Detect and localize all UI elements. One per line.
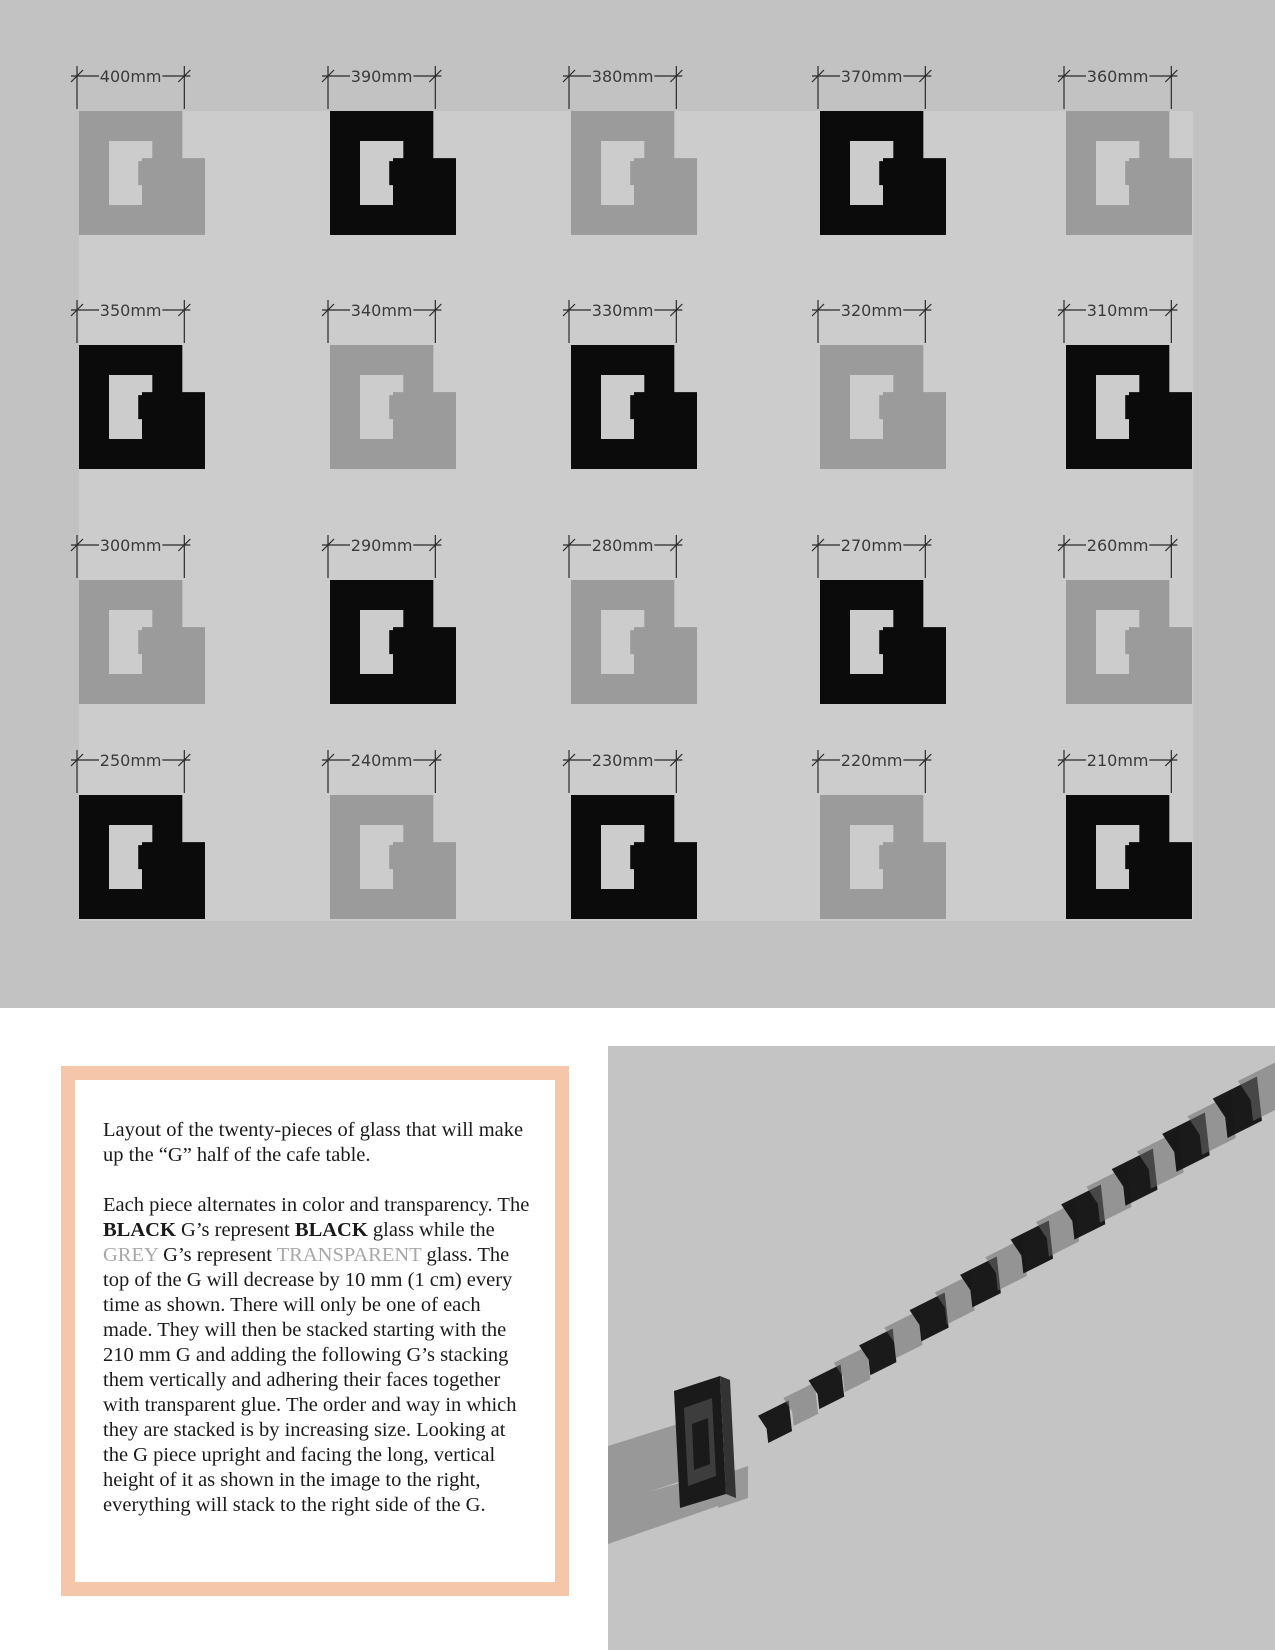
g-hook (630, 161, 668, 185)
dimension-label: 240mm (350, 751, 413, 770)
g-hook (879, 630, 917, 654)
dimension-label: 230mm (591, 751, 654, 770)
details-text-a: Each piece alternates in color and transparency. The (103, 1194, 530, 1216)
g-hook (630, 845, 668, 869)
dimension-label: 290mm (350, 536, 413, 555)
g-hook (138, 395, 176, 419)
dimension-label: 210mm (1086, 751, 1149, 770)
description-details (103, 1193, 535, 1518)
g-hook (879, 395, 917, 419)
details-text-c: glass while the (367, 1219, 495, 1241)
dimension-label: 310mm (1086, 301, 1149, 320)
dimension-label: 330mm (591, 301, 654, 320)
dimension-label: 270mm (840, 536, 903, 555)
g-hook (630, 395, 668, 419)
black-keyword: BLACK (103, 1219, 176, 1241)
dimension-label: 280mm (591, 536, 654, 555)
g-hook (138, 845, 176, 869)
g-hook (138, 630, 176, 654)
dimension-label: 250mm (99, 751, 162, 770)
g-hook (389, 395, 427, 419)
g-hook (630, 630, 668, 654)
g-hook (1125, 161, 1163, 185)
g-hook (389, 630, 427, 654)
dimension-label: 300mm (99, 536, 162, 555)
stacked-g-piece (758, 1401, 792, 1444)
stacked-g-render (608, 1046, 1275, 1650)
dimension-label: 350mm (99, 301, 162, 320)
g-hook (389, 161, 427, 185)
g-hook (1125, 395, 1163, 419)
g-hook (879, 161, 917, 185)
g-hook (389, 845, 427, 869)
dimension-label: 370mm (840, 67, 903, 86)
stacked-base-block (674, 1376, 736, 1508)
details-text-e: glass. The top of the G will decrease by 10 mm (1 cm) every time as shown. There will only be one of each made. They will then be stacked starting with the 210 mm G and adding the following G’s stacking them vertically and adhering their faces together with transparent glue. The order and way in which they are stacked is by increasing size. Looking at the G piece upright and facing the long, vertical height of it as shown in the image to the right, everything will stack to the right side of the G. (103, 1244, 517, 1516)
dimension-label: 390mm (350, 67, 413, 86)
details-text-d: G’s represent (158, 1244, 277, 1266)
black-glass-keyword: BLACK (294, 1219, 368, 1241)
stack-render-image (608, 1046, 1275, 1650)
details-text-b: G’s represent (175, 1219, 295, 1241)
g-hook (879, 845, 917, 869)
g-hook (1125, 845, 1163, 869)
dimension-label: 340mm (350, 301, 413, 320)
stacked-g-pieces (758, 1059, 1275, 1444)
description-box (61, 1066, 569, 1596)
g-hook (138, 161, 176, 185)
grey-keyword: GREY (103, 1244, 159, 1266)
dimension-label: 380mm (591, 67, 654, 86)
transparent-keyword: TRANSPARENT (276, 1244, 422, 1266)
dimension-label: 360mm (1086, 67, 1149, 86)
dimension-label: 320mm (840, 301, 903, 320)
dimension-label: 400mm (99, 67, 162, 86)
g-hook (1125, 630, 1163, 654)
dimension-label: 220mm (840, 751, 903, 770)
description-intro: Layout of the twenty-pieces of glass that will make up the “G” half of the cafe table. (103, 1119, 524, 1166)
description-text (103, 1118, 535, 1518)
dimension-label: 260mm (1086, 536, 1149, 555)
